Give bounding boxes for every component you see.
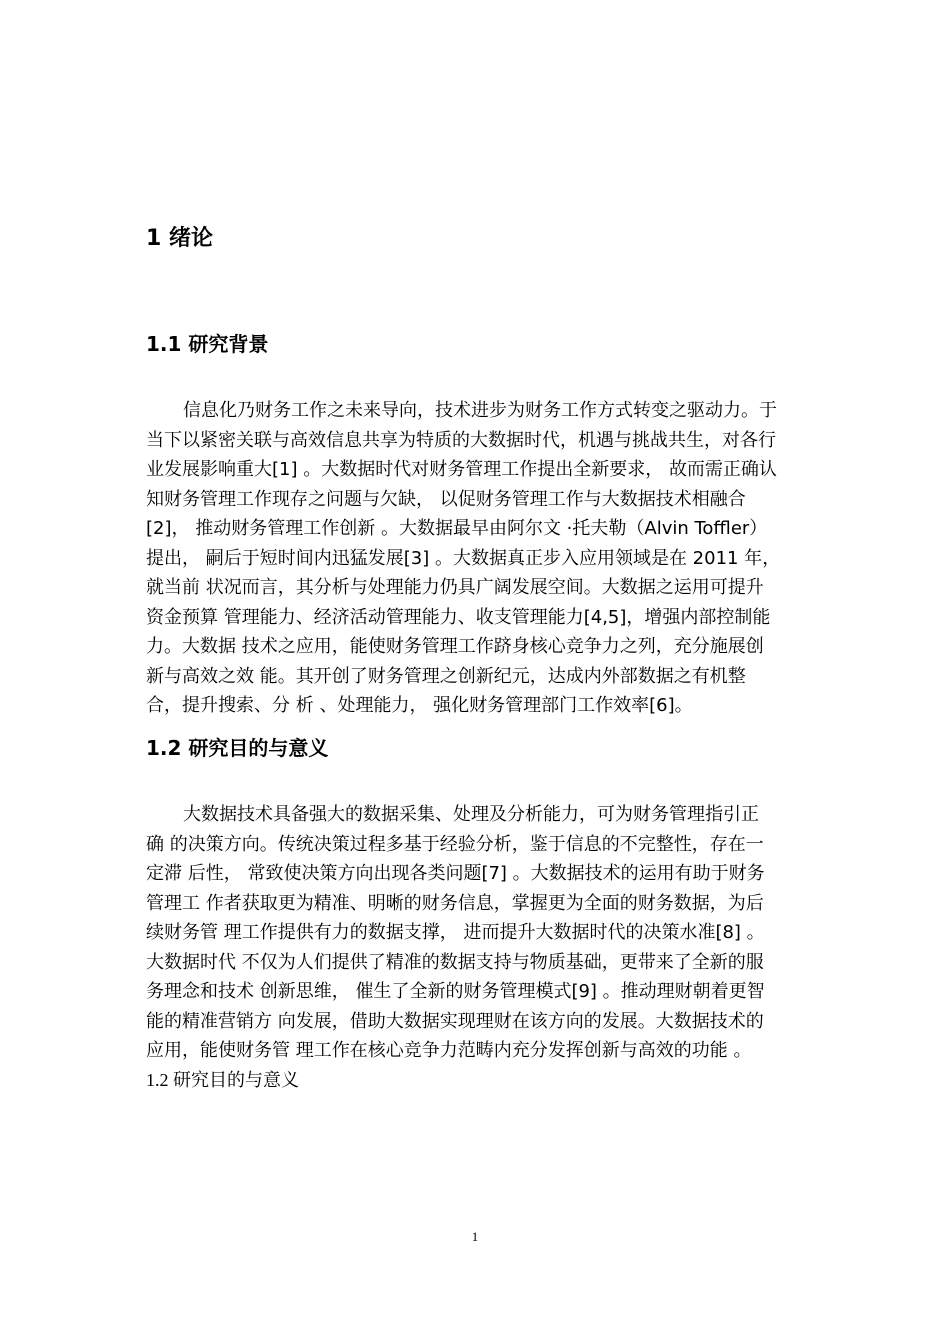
text-line: 1.2 研究目的与意义	[146, 1069, 299, 1090]
section-heading-background: 1.1 研究背景	[146, 332, 269, 356]
paragraph-background	[146, 396, 812, 721]
text-line: 知财务管理工作现存之问题与欠缺， 以促财务管理工作与大数据技术相融合	[146, 488, 746, 510]
text-line: 大数据时代 不仅为人们提供了精准的数据支持与物质基础，更带来了全新的服	[146, 951, 764, 973]
paragraph-purpose	[146, 800, 812, 1095]
text-line: 当下以紧密关联与高效信息共享为特质的大数据时代，机遇与挑战共生，对各行	[146, 429, 776, 451]
text-line: [2]， 推动财务管理工作创新 。大数据最早由阿尔文 ·托夫勒（Alvin Toffler）	[146, 518, 768, 539]
text-line: 业发展影响重大[1] 。大数据时代对财务管理工作提出全新要求， 故而需正确认	[146, 459, 777, 480]
text-line: 合，提升搜索、分 析 、处理能力， 强化财务管理部门工作效率[6]。	[146, 695, 693, 716]
text-line: 应用，能使财务管 理工作在核心竞争力范畴内充分发挥创新与高效的功能 。	[146, 1040, 752, 1061]
section-heading-purpose: 1.2 研究目的与意义	[146, 736, 329, 760]
text-line: 力。大数据 技术之应用，能使财务管理工作跻身核心竞争力之列，充分施展创	[146, 636, 764, 657]
text-line: 能的精准营销方 向发展，借助大数据实现理财在该方向的发展。大数据技术的	[146, 1010, 764, 1032]
text-line: 信息化乃财务工作之未来导向，技术进步为财务工作方式转变之驱动力。于	[183, 400, 777, 421]
page-number: 1	[471, 1229, 479, 1244]
text-line: 确 的决策方向。传统决策过程多基于经验分析，鉴于信息的不完整性，存在一	[146, 833, 764, 855]
text-line: 定滞 后性， 常致使决策方向出现各类问题[7] 。大数据技术的运用有助于财务	[146, 863, 765, 884]
text-line: 务理念和技术 创新思维， 催生了全新的财务管理模式[9] 。推动理财朝着更智	[146, 981, 765, 1002]
text-line: 大数据技术具备强大的数据采集、处理及分析能力，可为财务管理指引正	[183, 804, 759, 825]
text-line: 就当前 状况而言，其分析与处理能力仍具广阔发展空间。大数据之运用可提升	[146, 577, 764, 598]
text-line: 续财务管 理工作提供有力的数据支撑， 进而提升大数据时代的决策水准[8] 。	[146, 922, 765, 943]
text-line: 提出， 嗣后于短时间内迅猛发展[3] 。大数据真正步入应用领域是在 2011 年，	[146, 547, 781, 569]
text-line: 管理工 作者获取更为精准、明晰的财务信息，掌握更为全面的财务数据，为后	[146, 892, 764, 914]
text-line: 新与高效之效 能。其开创了财务管理之创新纪元，达成内外部数据之有机整	[146, 665, 746, 687]
text-line: 资金预算 管理能力、经济活动管理能力、收支管理能力[4,5]，增强内部控制能	[146, 606, 771, 628]
chapter-heading: 1 绪论	[146, 226, 213, 251]
